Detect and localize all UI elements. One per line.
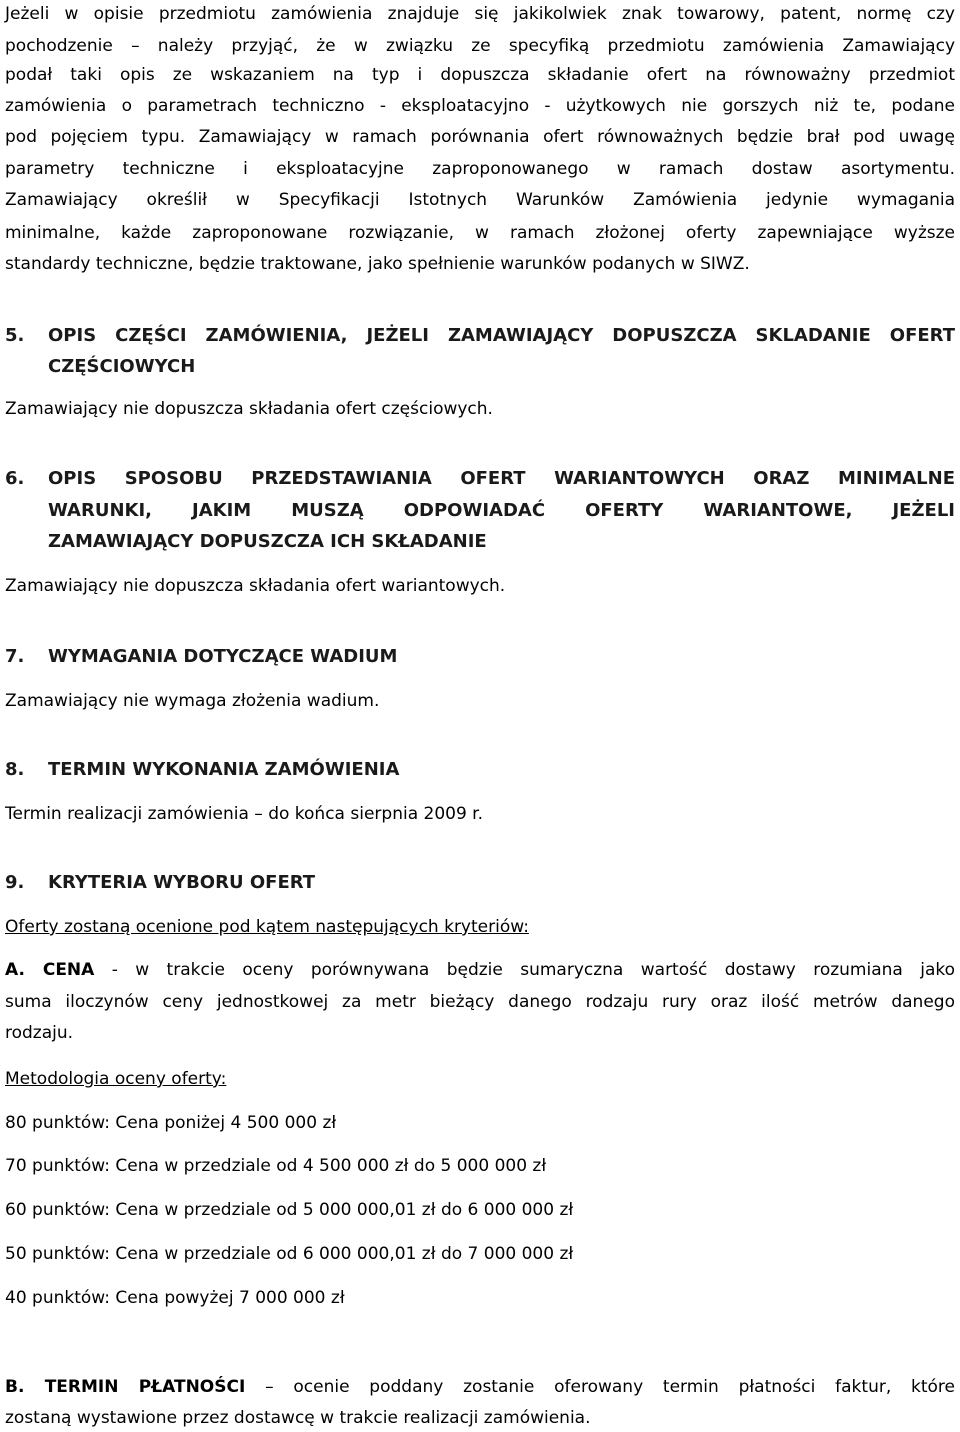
scoring-item: 60 punktów: Cena w przedziale od 5 000 000,01 zł do 6 000 000 zł [5,1200,574,1220]
section-body: Zamawiający nie wymaga złożenia wadium. [5,691,380,711]
intro-line: pod pojęciem typu. Zamawiający w ramach porównania ofert równoważnych będzie brał pod uwagę [5,127,955,147]
scoring-item: 50 punktów: Cena w przedziale od 6 000 000,01 zł do 7 000 000 zł [5,1244,574,1264]
criterion-a-label: A. CENA [5,960,95,980]
section-number: 5. [5,325,25,346]
section-body: Zamawiający nie dopuszcza składania ofert wariantowych. [5,576,506,596]
criterion-b-text: – ocenie poddany zostanie oferowany termin płatności faktur, które [245,1377,955,1397]
methodology-title: Metodologia oceny oferty: [5,1069,227,1089]
criteria-intro: Oferty zostaną ocenione pod kątem następujących kryteriów: [5,917,529,937]
section-number: 9. [5,872,25,893]
criterion-b-line [5,1376,955,1398]
section-body: Termin realizacji zamówienia – do końca sierpnia 2009 r. [5,804,484,824]
section-title-line: CZĘŚCIOWYCH [48,356,196,377]
scoring-item: 40 punktów: Cena powyżej 7 000 000 zł [5,1288,345,1308]
scoring-item: 70 punktów: Cena w przedziale od 4 500 000 zł do 5 000 000 zł [5,1156,547,1176]
criterion-a-line: rodzaju. [5,1023,74,1043]
section-number: 8. [5,759,25,780]
intro-line: standardy techniczne, będzie traktowane, jako spełnienie warunków podanych w SIWZ. [5,254,750,274]
criterion-b-label: B. TERMIN PŁATNOŚCI [5,1377,246,1397]
section-title: WYMAGANIA DOTYCZĄCE WADIUM [48,646,398,667]
section-title-line: OPIS CZĘŚCI ZAMÓWIENIA, JEŻELI ZAMAWIAJĄCY DOPUSZCZA SKLADANIE OFERT [48,325,955,346]
intro-line: Jeżeli w opisie przedmiotu zamówienia znajduje się jakikolwiek znak towarowy, patent, normę czy [5,4,955,24]
criterion-b-line: zostaną wystawione przez dostawcę w trakcie realizacji zamówienia. [5,1408,591,1428]
section-title: TERMIN WYKONANIA ZAMÓWIENIA [48,759,400,780]
criterion-a-line [5,959,955,981]
section-body: Zamawiający nie dopuszcza składania ofert częściowych. [5,399,493,419]
section-title-line: WARUNKI, JAKIM MUSZĄ ODPOWIADAĆ OFERTY WARIANTOWE, JEŻELI [48,500,955,521]
intro-line: Zamawiający określił w Specyfikacji Istotnych Warunków Zamówienia jedynie wymagania [5,190,955,210]
criterion-a-line: suma iloczynów ceny jednostkowej za metr bieżący danego rodzaju rury oraz ilość metrów danego [5,992,955,1012]
section-number: 6. [5,468,25,489]
section-title: KRYTERIA WYBORU OFERT [48,872,316,893]
intro-line: podał taki opis ze wskazaniem na typ i dopuszcza składanie ofert na równoważny przedmiot [5,65,955,85]
scoring-item: 80 punktów: Cena poniżej 4 500 000 zł [5,1113,337,1133]
criterion-a-text: - w trakcie oceny porównywana będzie sumaryczna wartość dostawy rozumiana jako [94,960,956,980]
intro-line: minimalne, każde zaproponowane rozwiązanie, w ramach złożonej oferty zapewniające wyższe [5,223,955,243]
intro-line: pochodzenie – należy przyjąć, że w związku ze specyfiką przedmiotu zamówienia Zamawiający [5,36,955,56]
intro-line: parametry techniczne i eksploatacyjne zaproponowanego w ramach dostaw asortymentu. [5,159,955,179]
section-number: 7. [5,646,25,667]
section-title-line: OPIS SPOSOBU PRZEDSTAWIANIA OFERT WARIANTOWYCH ORAZ MINIMALNE [48,468,955,489]
section-title-line: ZAMAWIAJĄCY DOPUSZCZA ICH SKŁADANIE [48,531,487,552]
intro-line: zamówienia o parametrach techniczno - eksploatacyjno - użytkowych nie gorszych niż te, podane [5,96,955,116]
